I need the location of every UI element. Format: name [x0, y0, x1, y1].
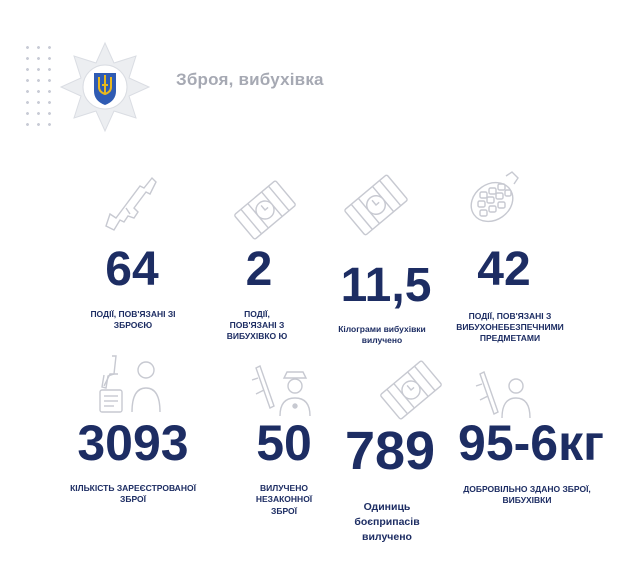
- explosive-bundle-icon: [340, 172, 412, 238]
- stat-value-weapon-events: 64: [105, 243, 159, 296]
- stat-value-explosives-kg: 11,5: [340, 259, 432, 312]
- explosive-bundle-icon: [230, 178, 300, 242]
- person-with-permit-icon: [94, 352, 170, 418]
- police-emblem-icon: [58, 40, 152, 134]
- dot-grid-decoration: [22, 42, 52, 126]
- stat-value-dangerous-objects: 42: [477, 243, 531, 296]
- stat-caption-dangerous-objects: ПОДІЇ, ПОВ'ЯЗАНІ З ВИБУХОНЕБЕЗПЕЧНИМИ ПРЕДМЕТАМИ: [456, 311, 564, 343]
- stat-caption-explosives-kg: Кілограми вибухівки вилучено: [338, 324, 426, 345]
- grenade-icon: [462, 166, 526, 230]
- explosive-bundle-icon: [376, 358, 446, 422]
- rifle-icon: [104, 174, 158, 240]
- stat-caption-registered-weapons: КІЛЬКІСТЬ ЗАРЕЄСТРОВАНОЇ ЗБРОЇ: [70, 483, 196, 505]
- stat-value-seized-weapons: 50: [256, 415, 312, 471]
- stat-value-voluntarily-surrendered: 95-6кг: [458, 415, 604, 471]
- stat-value-explosive-events: 2: [245, 243, 273, 296]
- stat-value-ammunition: 789: [344, 421, 436, 481]
- stat-value-registered-weapons: 3093: [77, 415, 189, 471]
- stat-caption-weapon-events: ПОДІЇ, ПОВ'ЯЗАНІ ЗІ ЗБРОЄЮ: [90, 309, 176, 330]
- rifle-and-police-officer-icon: [246, 364, 316, 420]
- page-title: Зброя, вибухівка: [176, 70, 324, 89]
- stat-caption-explosive-events: ПОДІЇ, ПОВ'ЯЗАНІ З ВИБУХІВКО Ю: [226, 309, 288, 341]
- stat-caption-ammunition: Одиниць боєприпасів вилучено: [354, 501, 420, 544]
- stat-caption-voluntarily-surrendered: ДОБРОВІЛЬНО ЗДАНО ЗБРОЇ, ВИБУХІВКИ: [463, 484, 591, 505]
- stat-caption-seized-weapons: ВИЛУЧЕНО НЕЗАКОННОЇ ЗБРОЇ: [255, 483, 313, 516]
